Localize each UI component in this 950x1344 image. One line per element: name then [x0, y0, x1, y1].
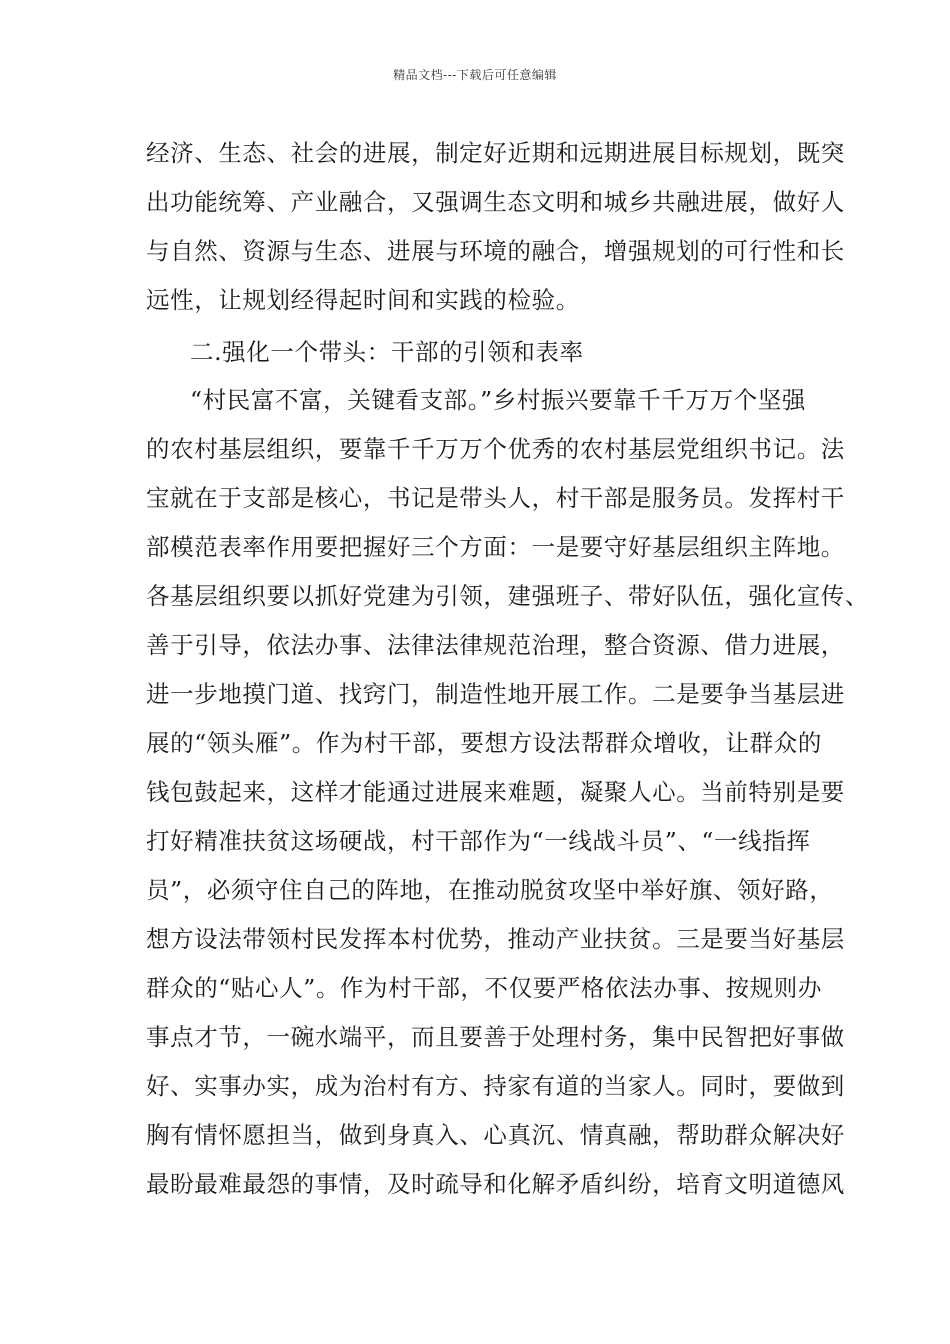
- paragraph-line: 打好精准扶贫这场硬战，村干部作为“一线战斗员”、“一线指挥: [146, 827, 811, 855]
- paragraph-line: 的农村基层组织，要靠千千万万个优秀的农村基层党组织书记。法: [146, 435, 845, 463]
- paragraph-line: 事点才节，一碗水端平，而且要善于处理村务，集中民智把好事做: [146, 1023, 845, 1051]
- paragraph-line: 部模范表率作用要把握好三个方面：一是要守好基层组织主阵地。: [146, 533, 845, 561]
- paragraph-line: 远性，让规划经得起时间和实践的检验。: [146, 286, 580, 314]
- paragraph-line: 经济、生态、社会的进展，制定好近期和远期进展目标规划，既突: [146, 139, 845, 167]
- paragraph-line: 胸有情怀愿担当，做到身真入、心真沉、情真融，帮助群众解决好: [146, 1121, 845, 1149]
- paragraph-line: 员”，必须守住自己的阵地，在推动脱贫攻坚中举好旗、领好路，: [146, 876, 834, 904]
- paragraph-line: 想方设法带领村民发挥本村优势，推动产业扶贫。三是要当好基层: [146, 925, 845, 953]
- paragraph-line: 宝就在于支部是核心，书记是带头人，村干部是服务员。发挥村干: [146, 484, 845, 512]
- paragraph-line: 进一步地摸门道、找窍门，制造性地开展工作。二是要争当基层进: [146, 680, 845, 708]
- paragraph-line: 钱包鼓起来，这样才能通过进展来难题，凝聚人心。当前特别是要: [146, 778, 845, 806]
- paragraph-line: 好、实事办实，成为治村有方、持家有道的当家人。同时，要做到: [146, 1072, 845, 1100]
- paragraph-line: 最盼最难最怨的事情，及时疏导和化解矛盾纠纷，培育文明道德风: [146, 1170, 845, 1198]
- paragraph-line: 善于引导，依法办事、法律法律规范治理，整合资源、借力进展，: [146, 631, 845, 659]
- paragraph-line: “村民富不富，关键看支部。”乡村振兴要靠千千万万个坚强: [190, 386, 806, 414]
- paragraph-line: 各基层组织要以抓好党建为引领，建强班子、带好队伍，强化宣传、: [146, 582, 869, 610]
- paragraph-line: 与自然、资源与生态、进展与环境的融合，增强规划的可行性和长: [146, 237, 845, 265]
- section-heading: 二.强化一个带头：干部的引领和表率: [190, 338, 584, 366]
- paragraph-line: 展的“领头雁”。作为村干部，要想方设法帮群众增收，让群众的: [146, 729, 822, 757]
- paragraph-line: 出功能统筹、产业融合，又强调生态文明和城乡共融进展，做好人: [146, 188, 845, 216]
- page-header: 精品文档---下载后可任意编辑: [393, 68, 557, 82]
- paragraph-line: 群众的“贴心人”。作为村干部，不仅要严格依法办事、按规则办: [146, 974, 822, 1002]
